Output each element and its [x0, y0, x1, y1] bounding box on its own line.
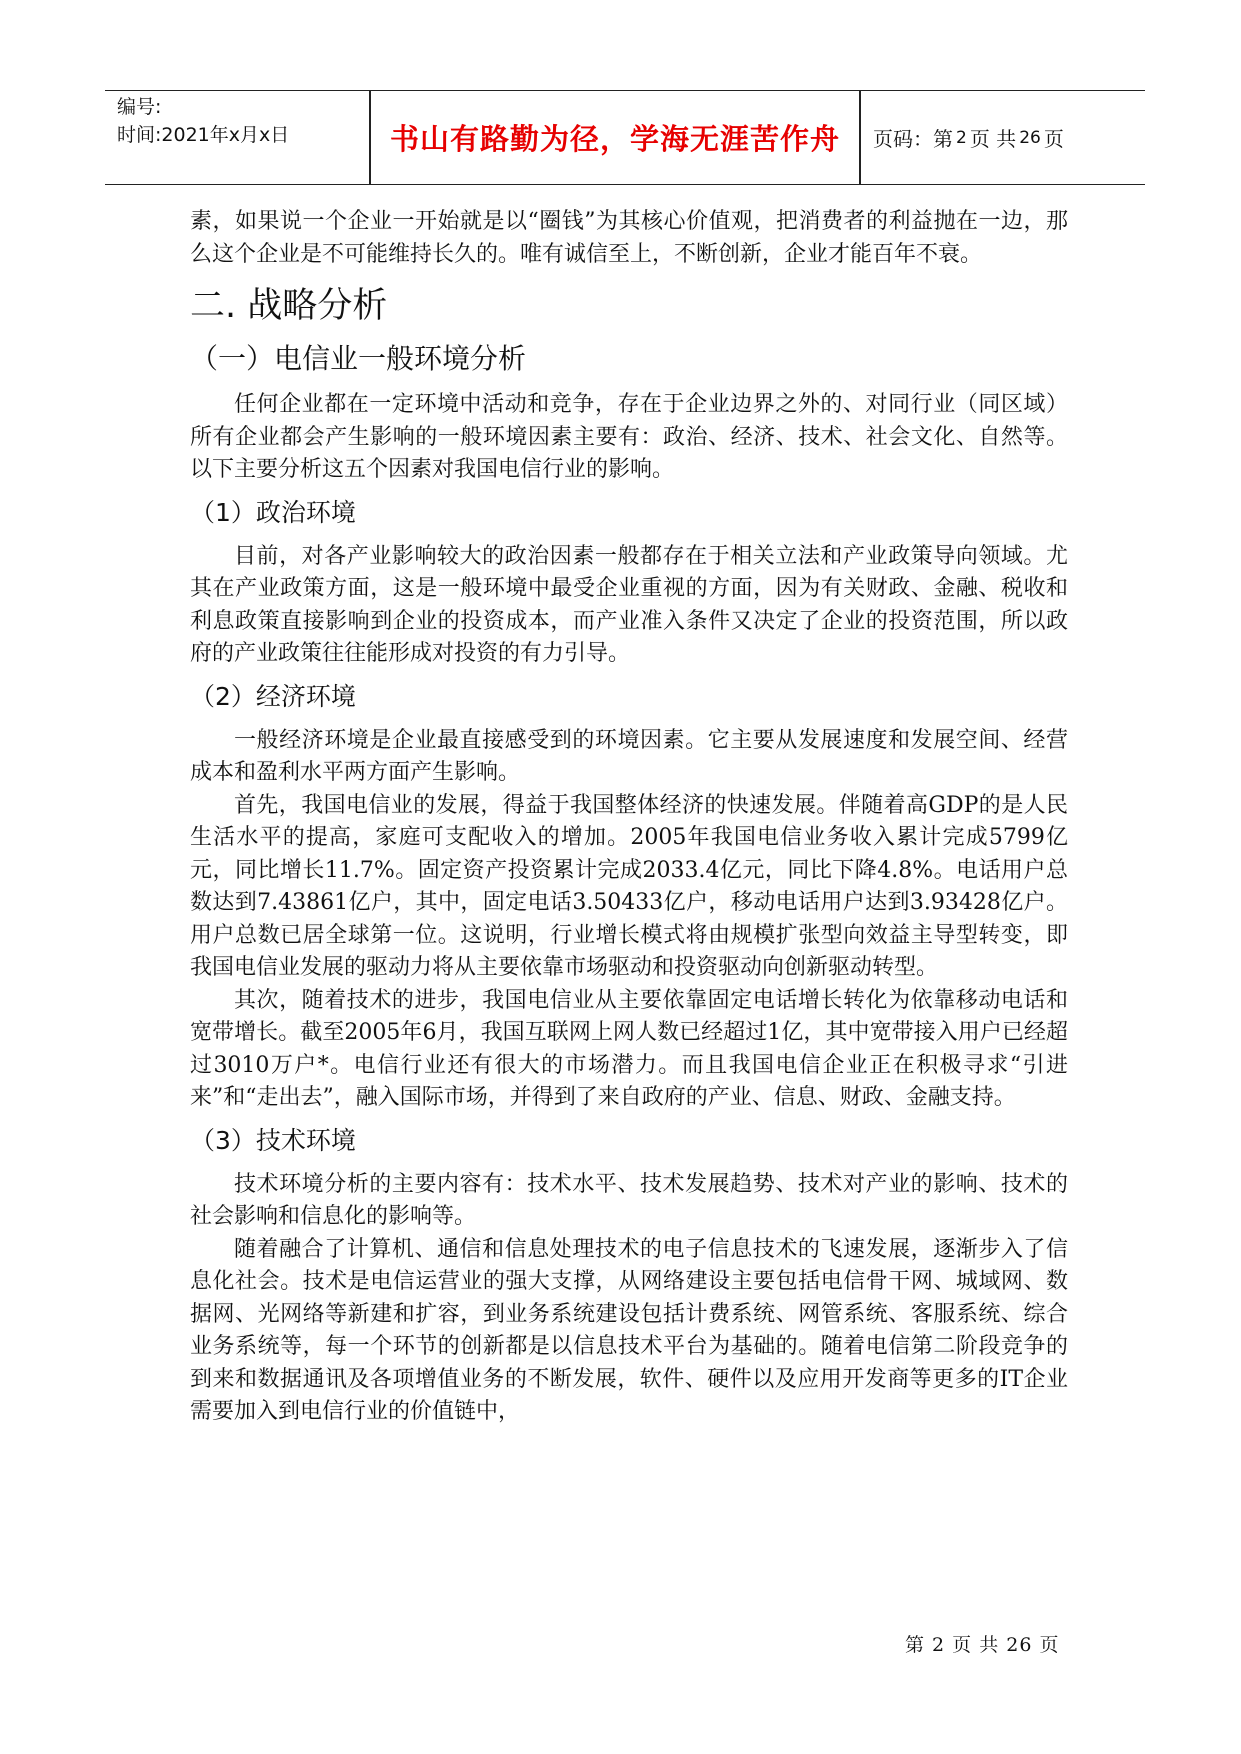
- document-body: [190, 206, 1068, 1429]
- header-page-number: [873, 91, 1064, 184]
- header-page-total: 26: [1019, 127, 1041, 148]
- header-meta: [117, 93, 367, 149]
- heading-political-environment: （1）政治环境: [190, 497, 356, 527]
- paragraph-political: 目前，对各产业影响较大的政治因素一般都存在于相关立法和产业政策导向领域。尤其在产业政策方面，这是一般环境中最受企业重视的方面，因为有关财政、金融、税收和利息政策直接影响到企业的投资成本，而产业准入条件又决定了企业的投资范围，所以政府的产业政策往往能形成对投资的有力引导。: [190, 543, 1068, 666]
- paragraph-economic-2: 首先，我国电信业的发展，得益于我国整体经济的快速发展。伴随着高GDP的是人民生活水平的提高，家庭可支配收入的增加。2005年我国电信业务收入累计完成5799亿元，同比增长11.7%。固定资产投资累计完成2033.4亿元，同比下降4.8%。电话用户总数达到7.43861亿户，其中，固定电话3.50433亿户，移动电话用户达到3.93428亿户。用户总数已居全球第一位。这说明，行业增长模式将由规模扩张型向效益主导型转变，即我国电信业发展的驱动力将从主要依靠市场驱动和投资驱动向创新驱动转型。: [190, 792, 1068, 980]
- header-divider: [859, 91, 861, 184]
- paragraph-tech-2: 随着融合了计算机、通信和信息处理技术的电子信息技术的飞速发展，逐渐步入了信息化社会。技术是电信运营业的强大支撑，从网络建设主要包括电信骨干网、城域网、数据网、光网络等新建和扩容，到业务系统建设包括计费系统、网管系统、客服系统、综合业务系统等，每一个环节的创新都是以信息技术平台为基础的。随着电信第二阶段竞争的到来和数据通讯及各项增值业务的不断发展，软件、硬件以及应用开发商等更多的IT企业需要加入到电信行业的价值链中，: [190, 1236, 1068, 1424]
- subsection-heading-general-environment: （一）电信业一般环境分析: [190, 342, 527, 375]
- header-number: 编号:: [117, 96, 162, 118]
- heading-tech-environment: （3）技术环境: [190, 1125, 356, 1155]
- paragraph-economic-3: 其次，随着技术的进步，我国电信业从主要依靠固定电话增长转化为依靠移动电话和宽带增长。截至2005年6月，我国互联网上网人数已经超过1亿，其中宽带接入用户已经超过3010万户*。电信行业还有很大的市场潜力。而且我国电信企业正在积极寻求“引进来”和“走出去”，融入国际市场，并得到了来自政府的产业、信息、财政、金融支持。: [190, 987, 1068, 1110]
- header-time: 时间:2021年x月x日: [117, 124, 290, 146]
- section-heading-strategy: 二. 战略分析: [190, 286, 388, 326]
- header-page-current: 2: [956, 127, 967, 148]
- page-footer: 第 2 页 共 26 页: [905, 1634, 1060, 1656]
- header-motto: 书山有路勤为径，学海无涯苦作舟: [389, 122, 840, 156]
- header-page-suffix: 页: [1043, 127, 1064, 151]
- header-page-prefix: 页码：第: [873, 127, 953, 151]
- paragraph-intro: 素，如果说一个企业一开始就是以“圈钱”为其核心价值观，把消费者的利益抛在一边，那么这个企业是不可能维持长久的。唯有诚信至上，不断创新，企业才能百年不衰。: [190, 209, 1068, 267]
- paragraph-general-environment: 任何企业都在一定环境中活动和竞争，存在于企业边界之外的、对同行业（同区域）所有企业都会产生影响的一般环境因素主要有：政治、经济、技术、社会文化、自然等。以下主要分析这五个因素对我国电信行业的影响。: [190, 392, 1068, 482]
- heading-economic-environment: （2）经济环境: [190, 681, 356, 711]
- paragraph-economic-1: 一般经济环境是企业最直接感受到的环境因素。它主要从发展速度和发展空间、经营成本和盈利水平两方面产生影响。: [190, 727, 1068, 785]
- page-header: [105, 90, 1145, 185]
- header-page-mid: 页 共: [969, 127, 1017, 151]
- paragraph-tech-1: 技术环境分析的主要内容有：技术水平、技术发展趋势、技术对产业的影响、技术的社会影响和信息化的影响等。: [190, 1171, 1068, 1229]
